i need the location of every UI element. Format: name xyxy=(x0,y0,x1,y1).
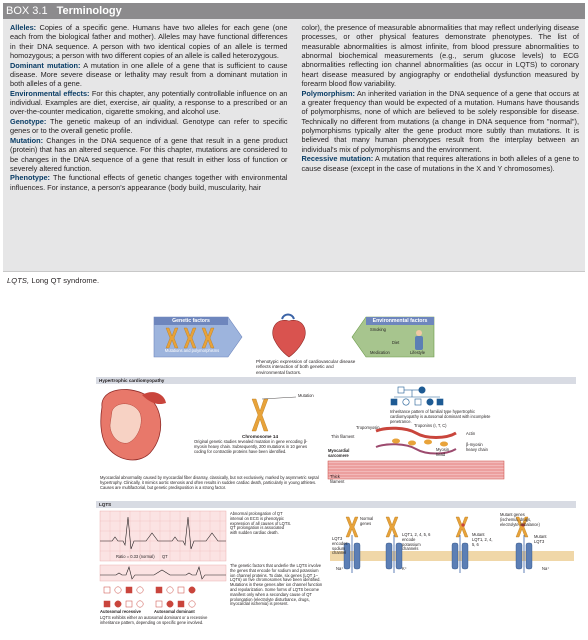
troponins-label: Troponins (I, T, C) xyxy=(414,423,447,428)
heavy-chain-label: β-myosin heavy chain xyxy=(466,442,488,452)
box-number: BOX 3.1 xyxy=(6,5,48,17)
mutation-pointer xyxy=(262,397,296,399)
actin-label: Actin xyxy=(466,431,476,436)
aorta-icon xyxy=(282,315,294,320)
thick-filament-label: Thick filament xyxy=(330,474,345,484)
lqts-caption: The genetic factors that underlie the LQTS involve the genes that encode for sodium and potassium ion channel proteins. To date, six genes (LQT 1–LQT6) on five chromosomes have been identified. Mutations in these genes alter ion channel function and repolarization. Some forms of LQTS become manifest only when a secondary cause of QT prolongation (electrolyte disturbance, drugs, myocardial ischemia) is present. xyxy=(230,563,323,607)
ecg-caption: Abnormal prolongation of QT interval on ECG is phenotypic expression of all causes of LQTS. QT prolongation is associated with sudden cardiac death. xyxy=(230,511,292,536)
myosin-head-label: Myosin head xyxy=(436,447,449,457)
thin-filament xyxy=(376,428,456,437)
definition-entry xyxy=(10,61,288,89)
na-label-2: Na⁺ xyxy=(542,566,550,571)
inheritance-note: LQTS exhibits either an autosomal dominant or a recessive inheritance pattern, depending on specific gene involved. xyxy=(100,615,208,625)
definition-term: Phenotype: xyxy=(10,173,50,183)
ratio-label: Ratio = 0.33 (normal) xyxy=(116,554,155,559)
person-body xyxy=(415,336,423,350)
qt-label: QT xyxy=(162,554,168,559)
terminology-box xyxy=(3,19,585,272)
definition-term: Recessive mutation: xyxy=(301,154,374,164)
definition-text: An inherited variation in the DNA sequence of a gene that occurs at a greater frequency than would be expected of a mutation. Humans have thousands of polymorphisms, none of which are believed to be solely responsible for disease. Technically no different from mutations (a change in DNA sequence from "normal"), polymorphisms typically alter the gene product more subtly than mutations. It is believed that many human phenotypes result from the interplay between an individual's mix of polymorphisms and the environment. xyxy=(301,88,579,154)
hcm-band-label: Hypertrophic cardiomyopathy xyxy=(99,378,165,383)
hcm-band xyxy=(96,377,576,384)
definition-term: Dominant mutation: xyxy=(10,60,81,70)
tropomyosin-label: Tropomyosin xyxy=(356,425,380,430)
environmental-factors-label: Environmental factors xyxy=(372,318,428,324)
footnote-text: Long QT syndrome. xyxy=(29,276,100,285)
definition-entry xyxy=(10,89,288,117)
heart-caption: Myocardial abnormality caused by myocardial fiber disarray, classically, but not exclusively, marked by asymmetric septal hypertrophy. Clinically, it mimics aortic stenosis and often results in sudden cardiac death, particularly in young athletes. Causes are multifactorial, but genetic predisposition is a strong factor. xyxy=(100,475,319,490)
definition-entry xyxy=(302,23,580,88)
definition-term: Alleles: xyxy=(10,23,37,32)
person-icon xyxy=(416,330,422,336)
phenotypic-caption: Phenotypic expression of cardiovascular disease reflects interaction of both genetic and environmental factors. xyxy=(256,359,356,375)
right-column xyxy=(302,23,580,271)
mutant-lqt3-label: Mutant LQT3 xyxy=(534,534,547,544)
lqt3-label: LQT3 encodes sodium channel xyxy=(332,536,348,556)
thin-filament-label: Thin filament xyxy=(331,434,355,439)
left-column xyxy=(10,23,288,271)
definition-text: Copies of a specific gene. Humans have two alleles for each gene (one each from the biological father and mother). Alleles may have functional differences in their DNA sequence. A person with two identical copies of an allele is termed homozygous; a person with two different copies of an allele is called heterozygous. xyxy=(10,23,288,61)
chromosome-caption: Original genetic studies revealed mutation in gene encoding β-myosin heavy chain. Subsequently, 200 mutations in 10 genes coding for contractile proteins have been identified. xyxy=(194,439,308,454)
figure-genetics-diagram xyxy=(96,311,576,637)
lqts-band-label: LQTS xyxy=(99,502,112,507)
definition-text: The genetic makeup of an individual. Genotype can refer to specific genes or to the overall genetic profile. xyxy=(10,117,288,136)
definition-entry xyxy=(10,136,288,173)
chromosome-14 xyxy=(252,399,268,431)
env-item-diet: Diet xyxy=(392,340,400,345)
mutant-lqt-label: Mutant LQT1, 2, 4, 5, 6 xyxy=(472,532,493,547)
definition-entry xyxy=(302,89,580,154)
autosomal-dominant-label: Autosomal dominant xyxy=(154,609,195,614)
mutations-label: Mutations and polymorphisms xyxy=(164,348,220,353)
k-label: K⁺ xyxy=(402,566,407,571)
definition-entry xyxy=(10,117,288,136)
mutant-genes-label: Mutant genes (ischemia, drugs, electrolyte imbalance) xyxy=(500,512,540,527)
lqts-band xyxy=(96,501,576,508)
mutation-label: Mutation xyxy=(298,393,314,398)
definition-text: For this chapter, any potentially controllable influence on an individual. Examples are diet, exercise, air quality, a response to a prescribed or an over-the-counter medication, cigarette smoking, and alcohol use. xyxy=(10,88,288,117)
chromosome14-label: Chromosome 14 xyxy=(242,434,278,439)
pedigree-lqts xyxy=(104,587,195,607)
inheritance-caption: Inheritance pattern of familial type hypertrophic cardiomyopathy is autosomal dominant with incomplete penetrance. xyxy=(390,409,491,424)
box-header xyxy=(3,3,585,19)
definition-entry xyxy=(302,154,580,173)
definition-entry xyxy=(10,173,288,192)
normal-genes-label: Normal genes xyxy=(360,516,374,526)
definition-text: A mutation that requires alterations in both alleles of a gene to cause disease (except in the case of mutations in the X and Y chromosomes). xyxy=(301,154,579,173)
definition-entry xyxy=(10,23,288,60)
definition-term: Genotype: xyxy=(10,117,47,126)
definition-text: A mutation in one allele of a gene that is sufficient to cause disease. More severe disease or lethality may result from a dominant mutation in both alleles of a gene. xyxy=(10,60,288,89)
footnote xyxy=(7,276,99,285)
autosomal-recessive-label: Autosomal recessive xyxy=(100,609,141,614)
na-label: Na⁺ xyxy=(336,566,344,571)
definition-text: Changes in the DNA sequence of a gene that result in a gene product (protein) that has an altered sequence. For this chapter, mutations are considered to be changes in the DNA sequence of a gene that result in either loss of function or severely altered function. xyxy=(10,135,288,173)
genetic-factors-label: Genetic factors xyxy=(172,318,210,324)
sarcomere-label: Myocardial sarcomere xyxy=(328,448,350,458)
footnote-abbr: LQTS, xyxy=(7,276,30,285)
env-item-lifestyle: Lifestyle xyxy=(410,350,426,355)
box-title: Terminology xyxy=(56,5,122,17)
env-item-medication: Medication xyxy=(370,350,390,355)
definition-text: color), the presence of measurable abnormalities that may reflect underlying disease processes, or other physical features demonstrate phenotypes. The list of measurable abnormalities is almost infinite, from blood pressure abnormalities to abnormal biochemical measurements (e.g., serum glucose levels) to ECG abnormalities reflecting ion channel abnormalities (as occur in LQTS) to coronary heart disease measured by angiography or endothelial dysfunction measured by forearm blood flow variability. xyxy=(301,23,579,89)
heart-icon xyxy=(273,320,306,357)
definition-term: Polymorphism: xyxy=(301,88,355,98)
definition-term: Environmental effects: xyxy=(10,88,90,98)
pedigree-hcm xyxy=(391,387,443,405)
env-item-smoking: Smoking xyxy=(370,327,386,332)
definition-text: The functional effects of genetic changes together with environmental influences. For instance, a person's appearance (body build, muscularity, hair xyxy=(10,173,288,192)
lqt-potassium-label: LQT1, 2, 4, 5, 6 encode potassium channels xyxy=(402,532,431,552)
definition-term: Mutation: xyxy=(10,135,44,145)
